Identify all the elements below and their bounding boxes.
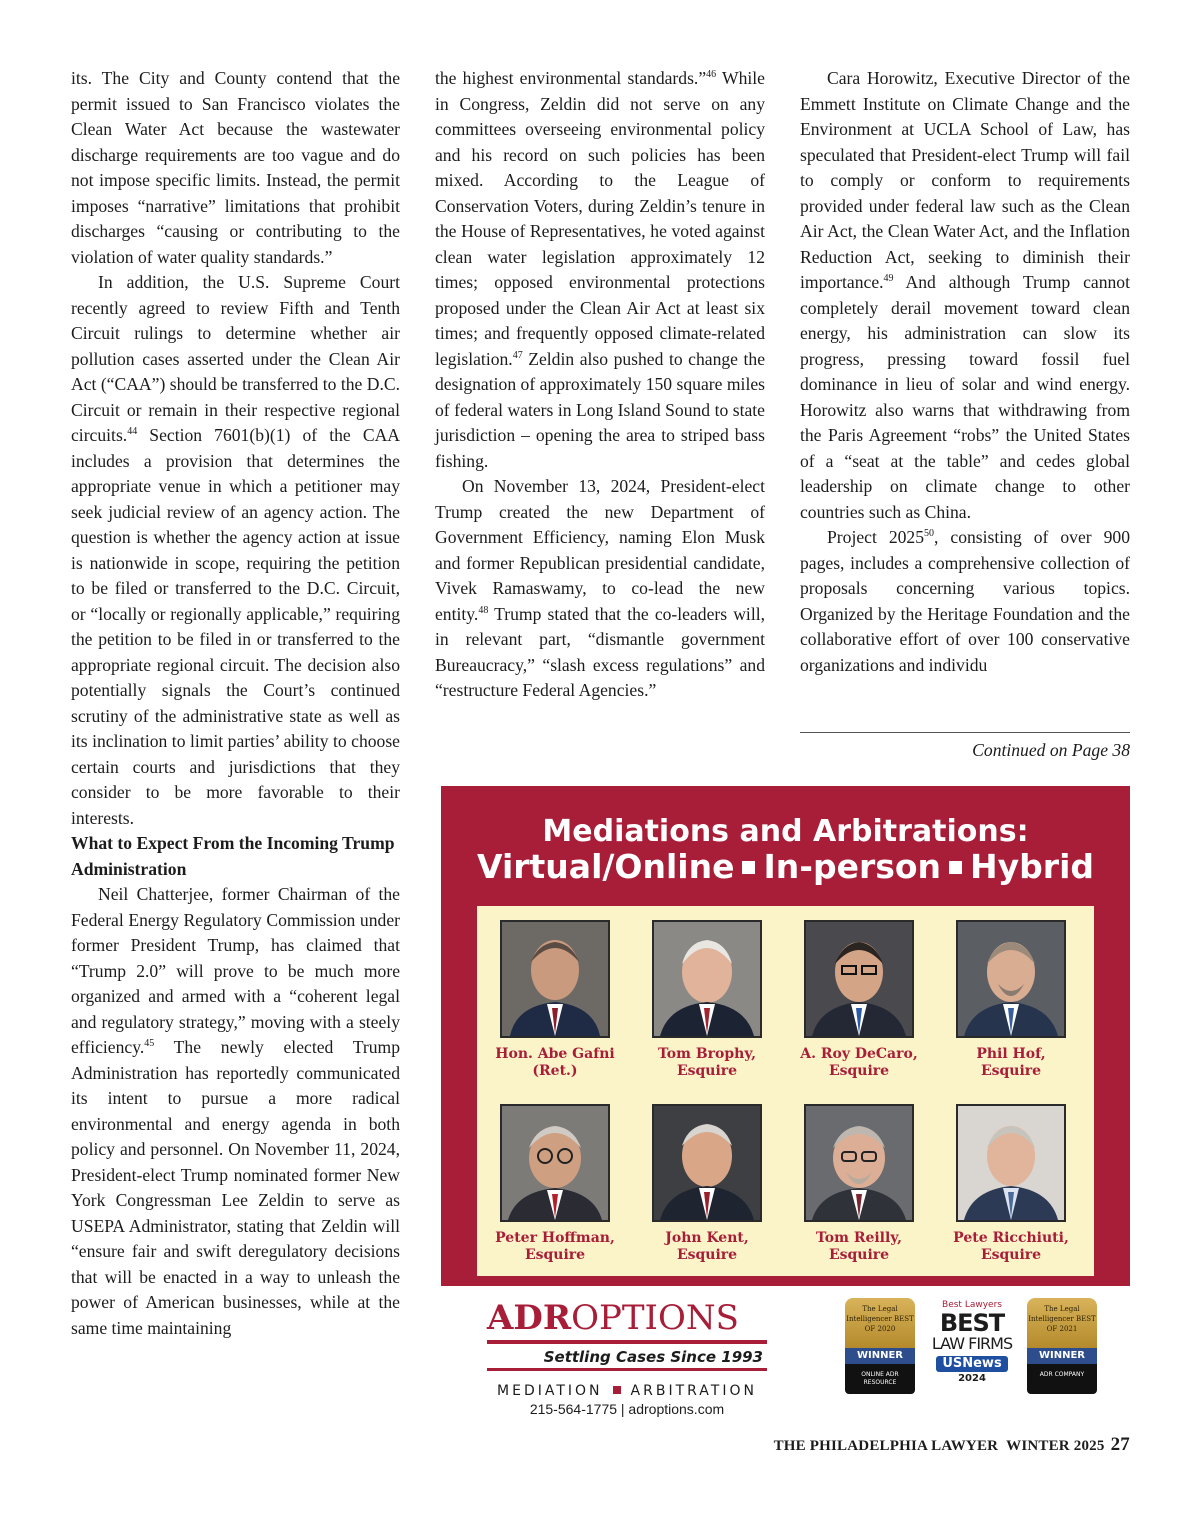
headshot-photo xyxy=(956,1104,1066,1222)
bullet-square-icon xyxy=(742,861,755,874)
footnote-ref[interactable]: 46 xyxy=(706,69,717,80)
paragraph: In addition, the U.S. Supreme Court recently agreed to review Fifth and Tenth Circuit rulings to determine whether air pollution cases asserted under the Clean Air Act (“CAA”) should be transferred to the D.C. Circuit or remain in their respective regional circuits.$^{44}$ Section 7601(b)(1) of the CAA includes a provision that determines the appropriate venue in which a petitioner may seek judicial review of an agency action. The question is whether the agency action at issue is nationwide in scope, requiring the petition to be filed or transferred to the D.C. Circuit, or “locally or regionally applicable,” requiring the petition to be filed in or transferred to the appropriate regional circuit. The decision also potentially signals the Court’s continued scrutiny of the administrative state as well as its inclination to limit parties’ ability to choose certain courts and jurisdictions that they consider to be more favorable to their interests. xyxy=(71,272,400,828)
award-badge: The Legal Intelligencer BEST OF 2020 WINNER ONLINE ADR RESOURCE xyxy=(845,1298,915,1394)
paragraph: Neil Chatterjee, former Chairman of the Federal Energy Regulatory Commission under former President Trump, has claimed that “Trump 2.0” will prove to be much more organized and armed with a “coherent legal and regulatory strategy,” moving with a steely efficiency.$^{45}$ The newly elected Trump Administration has reportedly communicated its intent to pursue a more radical environmental and energy agenda in both policy and personnel. On November 11, 2024, President-elect Trump nominated former New York Congressman Lee Zeldin to serve as USEPA Administrator, stating that Zeldin will “ensure fair and swift deregulatory decisions that will be enacted in a way to unleash the power of American businesses, while at the same time maintaining xyxy=(71,884,400,1338)
paragraph: the highest environmental standards.”$^{46}$ While in Congress, Zeldin did not serve on any committees overseeing environmental policy and his record on such policies has been mixed. According to the League of Conservation Voters, during Zeldin’s tenure in the House of Representatives, he voted against clean water legislation approximately 12 times; opposed environmental protections proposed under the Clean Air Act at least six times; and frequently opposed climate-related legislation.$^{47}$ Zeldin also pushed to change the designation of approximately 150 square miles of federal waters in Long Island Sound to state jurisdiction – opening the area to striped bass fishing. xyxy=(435,68,765,471)
contact-line[interactable]: 215-564-1775 | adroptions.com xyxy=(529,1401,725,1417)
advertisement[interactable] xyxy=(441,786,1130,1535)
mediator-panel xyxy=(477,906,1094,1276)
headshot-photo xyxy=(652,920,762,1038)
mediator-card xyxy=(941,1104,1081,1264)
paragraph: Project 2025$^{50}$, consisting of over 900 pages, includes a comprehensive collection of proposals concerning various topics. Organized by the Heritage Foundation and the collaborative effort of over 100 conservative organizations and individu xyxy=(800,527,1131,675)
mediator-card xyxy=(485,1104,625,1264)
mediator-card xyxy=(941,920,1081,1080)
mediator-name: Tom Reilly, Esquire xyxy=(815,1230,902,1263)
mediator-name: Pete Ricchiuti, Esquire xyxy=(953,1230,1069,1263)
adroptions-logo[interactable]: ADROPTIONS Settling Cases Since 1993 MEDIATION ARBITRATION 215-564-1775 | adroptions.com xyxy=(487,1298,767,1417)
mediator-name: Hon. Abe Gafni (Ret.) xyxy=(495,1046,615,1079)
best-law-firms-badge: Best Lawyers BEST LAW FIRMS USNews 2024 xyxy=(931,1300,1013,1384)
logo-tagline: Settling Cases Since 1993 xyxy=(543,1348,763,1366)
page-number: 27 xyxy=(1110,1434,1130,1455)
bullet-square-icon xyxy=(949,861,962,874)
footnote-ref[interactable]: 48 xyxy=(478,604,489,616)
paragraph: its. The City and County contend that the permit issued to San Francisco violates the Clean Water Act because the wastewater discharge requirements are too vague and do not impose specific limits. Instead, the permit imposes “narrative” limitations that prohibit discharges “causing or contributing to the violation of water quality standards.” xyxy=(71,68,400,267)
publication-name: THE PHILADELPHIA LAWYER xyxy=(773,1438,999,1454)
services-line: MEDIATION ARBITRATION xyxy=(497,1383,757,1399)
headshot-photo xyxy=(652,1104,762,1222)
page-footer xyxy=(600,1434,1130,1456)
mediator-name: Peter Hoffman, Esquire xyxy=(495,1230,615,1263)
issue-date: WINTER 2025 xyxy=(1006,1438,1105,1454)
footnote-ref[interactable]: 45 xyxy=(144,1038,155,1049)
article-column-1 xyxy=(71,66,400,1341)
headshot-photo xyxy=(500,920,610,1038)
paragraph: On November 13, 2024, President-elect Trump created the new Department of Government Efficiency, naming Elon Musk and former Republican presidential candidate, Vivek Ramaswamy, to co-lead the new entity.$^{48}$ Trump stated that the co-leaders will, in relevant part, “dismantle government Bureaucracy,” “slash excess regulations” and “restructure Federal Agencies.” xyxy=(435,476,765,700)
article-column-3 xyxy=(800,66,1130,678)
footnote-ref[interactable]: 49 xyxy=(883,273,894,284)
headshot-photo xyxy=(804,920,914,1038)
ad-headline: Mediations and Arbitrations: Virtual/Online In-person Hybrid xyxy=(476,814,1095,886)
headshot-photo xyxy=(956,920,1066,1038)
ad-banner xyxy=(441,786,1130,1286)
mediator-card xyxy=(637,920,777,1080)
article-column-2 xyxy=(435,66,765,704)
paragraph: Cara Horowitz, Executive Director of the Emmett Institute on Climate Change and the Environment at UCLA School of Law, has speculated that President-elect Trump will fail to comply or conform to requirements provided under federal law such as the Clean Air Act, the Clean Water Act, and the Inflation Reduction Act, seeking to diminish their importance.$^{49}$ And although Trump cannot completely derail movement toward clean energy, his administration can slow its progress, pressing toward fossil fuel dominance in lieu of solar and wind energy. Horowitz also warns that withdrawing from the Paris Agreement “robs” the United States of a “seat at the table” and cedes global leadership on climate change to other countries such as China. xyxy=(800,68,1130,522)
section-heading: What to Expect From the Incoming Trump Administration xyxy=(71,833,395,879)
headshot-photo xyxy=(804,1104,914,1222)
continued-link[interactable]: Continued on Page 38 xyxy=(972,740,1130,760)
footnote-ref[interactable]: 47 xyxy=(512,349,523,361)
award-badge: The Legal Intelligencer BEST OF 2021 WINNER ADR COMPANY xyxy=(1027,1298,1097,1394)
mediator-card xyxy=(637,1104,777,1264)
mediator-name: John Kent, Esquire xyxy=(665,1230,749,1263)
bullet-square-icon xyxy=(613,1386,621,1394)
mediator-card xyxy=(789,1104,929,1264)
mediator-name: Phil Hof, Esquire xyxy=(976,1046,1046,1079)
divider xyxy=(800,732,1130,733)
mediator-name: Tom Brophy, Esquire xyxy=(657,1046,757,1079)
footnote-ref[interactable]: 50 xyxy=(924,528,935,539)
mediator-card xyxy=(485,920,625,1080)
footnote-ref[interactable]: 44 xyxy=(127,426,138,437)
mediator-card xyxy=(789,920,929,1080)
headshot-photo xyxy=(500,1104,610,1222)
mediator-name: A. Roy DeCaro, Esquire xyxy=(800,1046,918,1079)
